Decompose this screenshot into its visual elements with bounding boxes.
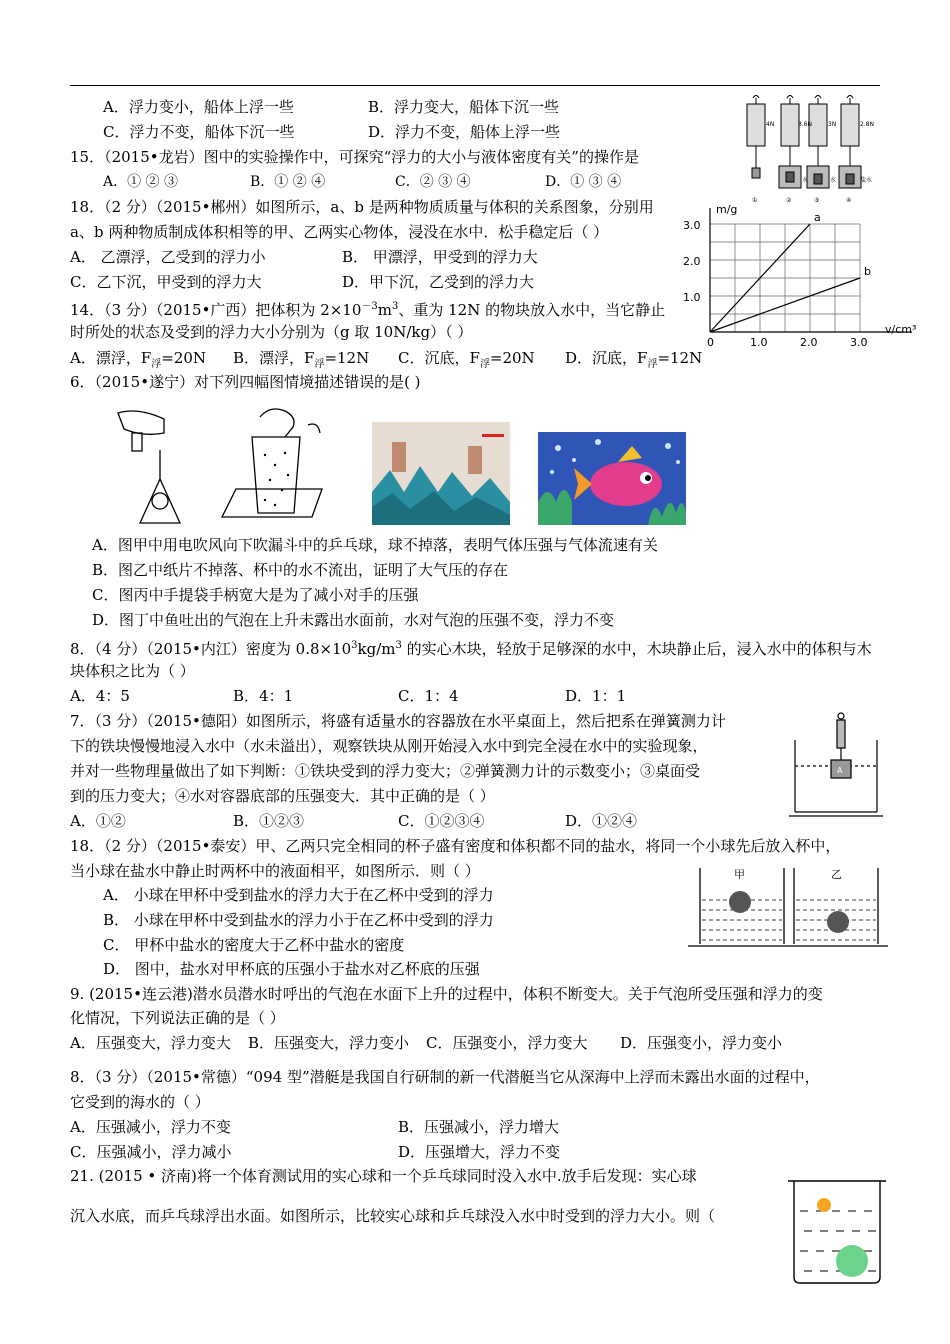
q7-stem-line1: 7．（3 分）（2015•德阳）如图所示，将盛有适量水的容器放在水平桌面上，然后把系在弹簧测力计 <box>70 712 726 730</box>
ping-pong-ball <box>817 1198 831 1212</box>
q15-option-c: C．② ③ ④ <box>395 174 471 190</box>
shopping-bag-photo <box>372 422 510 525</box>
header-rule <box>70 85 880 86</box>
q9-option-b: B．压强变大，浮力变小 <box>248 1034 410 1052</box>
water-cup-paper-figure <box>220 405 330 525</box>
q9-option-c: C．压强变小，浮力变大 <box>426 1034 588 1052</box>
fig-label-1: ① <box>752 197 758 204</box>
q7-stem-line2: 下的铁块慢慢地浸入水中（水未溢出），观察铁块从刚开始浸入水中到完全浸在水中的实验现象， <box>70 737 708 755</box>
option-c: C．浮力不变，船体下沉一些 <box>103 123 295 141</box>
q18b-option-b: B． 小球在甲杯中受到盐水的浮力小于在乙杯中受到的浮力 <box>103 911 494 929</box>
q6-option-b: B．图乙中纸片不掉落、杯中的水不流出，证明了大气压的存在 <box>92 561 509 579</box>
q8a-option-d: D．1：1 <box>565 687 627 705</box>
y-axis-label: m/g <box>716 203 738 216</box>
q8b-option-c: C．压强减小，浮力减小 <box>70 1143 232 1161</box>
beaker-balls-figure <box>786 1175 888 1285</box>
q8b-option-b: B．压强减小，浮力增大 <box>398 1118 560 1136</box>
cup1-label: 甲 <box>734 868 745 881</box>
q7-option-a: A．①② <box>70 812 126 830</box>
fig-label-4: ④ <box>846 197 852 204</box>
q8a-stem-line1: 8．（4 分）（2015•内江）密度为 $0.8\times 10^3kg/m^3$ 的实心木块，轻放于足够深的水中，木块静止后，浸入水中的体积与木 <box>70 640 872 658</box>
reading-2: 3.6N <box>798 121 813 128</box>
q15-stem: 15．（2015•龙岩）图中的实验操作中，可探究“浮力的大小与液体密度有关”的操作是 <box>70 148 639 166</box>
q9-option-d: D．压强变小，浮力变小 <box>620 1034 783 1052</box>
x-tick-2: 2.0 <box>800 336 818 349</box>
liquid-label-3: 水 <box>830 177 837 184</box>
q6-stem: 6．（2015•遂宁）对下列四幅图情境描述错误的是( ) <box>70 373 421 391</box>
reading-3: 3N <box>828 121 837 128</box>
q18a-stem-line2: a、b 两种物质制成体积相等的甲、乙两实心物体，浸没在水中．松手稳定后（ ） <box>70 223 609 241</box>
x-tick-1: 1.0 <box>750 336 768 349</box>
series-a-label: a <box>814 211 821 224</box>
q18b-option-c: C． 甲杯中盐水的密度大于乙杯中盐水的密度 <box>103 936 405 954</box>
q7-option-c: C．①②③④ <box>398 812 485 830</box>
fig-label-3: ③ <box>814 197 820 204</box>
q15-option-a: A．① ② ③ <box>103 174 179 190</box>
q8a-option-b: B．4：1 <box>233 687 294 705</box>
hair-dryer-funnel-figure <box>110 405 190 525</box>
mass-volume-chart <box>680 200 925 350</box>
q7-stem-line3: 并对一些物理量做出了如下判断：①铁块受到的浮力变大；②弹簧测力计的示数变小；③桌面受 <box>70 762 701 780</box>
q7-option-b: B．①②③ <box>233 812 305 830</box>
q9-stem-line2: 化情况，下列说法正确的是（ ） <box>70 1009 285 1027</box>
q8a-option-a: A．4：5 <box>70 687 130 705</box>
y-tick-2: 2.0 <box>683 255 701 268</box>
x-axis-label: v/cm³ <box>885 323 917 336</box>
q15-option-b: B．① ② ④ <box>250 174 326 190</box>
option-d: D．浮力不变，船体上浮一些 <box>368 123 561 141</box>
q21-stem-line1: 21. (2015 • 济南)将一个体育测试用的实心球和一个乒乓球同时没入水中.放手后发现：实心球 <box>70 1167 697 1185</box>
fig-label-2: ② <box>786 197 792 204</box>
y-tick-1: 1.0 <box>683 291 701 304</box>
q18a-option-c: C．乙下沉，甲受到的浮力大 <box>70 273 262 291</box>
q8b-option-d: D．压强增大，浮力不变 <box>398 1143 561 1161</box>
fish-bubble-picture <box>538 432 686 525</box>
option-b: B．浮力变大，船体下沉一些 <box>368 98 560 116</box>
q9-option-a: A．压强变大，浮力变大 <box>70 1034 231 1052</box>
option-a: A．浮力变小，船体上浮一些 <box>103 98 294 116</box>
q18a-option-a: A． 乙漂浮，乙受到的浮力小 <box>70 248 266 266</box>
q8a-stem-line2: 块体积之比为（ ） <box>70 662 195 680</box>
ball-suspended <box>827 911 849 933</box>
q8a-option-c: C．1：4 <box>398 687 459 705</box>
q14-stem-line2: 时所处的状态及受到的浮力大小分别为（g 取 10N/kg）（ ） <box>70 323 473 341</box>
q8b-stem-line1: 8．（3 分）（2015•常德）“094 型”潜艇是我国自行研制的新一代潜艇当它从深海中上浮而未露出水面的过程中， <box>70 1068 820 1086</box>
q18b-option-a: A． 小球在甲杯中受到盐水的浮力大于在乙杯中受到的浮力 <box>103 886 494 904</box>
y-tick-3: 3.0 <box>683 219 701 232</box>
q8b-stem-line2: 它受到的海水的（ ） <box>70 1093 210 1111</box>
q18a-option-d: D．甲下沉，乙受到的浮力大 <box>342 273 535 291</box>
q8b-option-a: A．压强减小，浮力不变 <box>70 1118 231 1136</box>
solid-ball <box>836 1245 868 1277</box>
x-tick-3: 3.0 <box>850 336 868 349</box>
spring-scale-figure <box>735 90 875 208</box>
q7-option-d: D．①②④ <box>565 812 638 830</box>
q6-option-a: A．图甲中用电吹风向下吹漏斗中的乒乓球，球不掉落，表明气体压强与气体流速有关 <box>92 536 658 554</box>
x-tick-0: 0 <box>707 336 714 349</box>
q15-option-d: D．① ③ ④ <box>545 174 622 190</box>
liquid-label-4: 盐水 <box>860 177 873 184</box>
series-b-label: b <box>864 265 871 278</box>
container-iron-block-figure <box>785 708 885 820</box>
q7-stem-line4: 到的压力变大；④水对容器底部的压强变大．其中正确的是（ ） <box>70 787 495 805</box>
q14-stem-line1: 14．（3 分）（2015•广西）把体积为 $2\times 10^{-3}m^3$、重为 12N 的物块放入水中，当它静止 <box>70 301 666 319</box>
q6-option-c: C．图丙中手提袋手柄宽大是为了减小对手的压强 <box>92 586 419 604</box>
q14-option-d: D．沉底，$F_浮=12N$ <box>565 349 703 370</box>
q18b-stem-line2: 当小球在盐水中静止时两杯中的液面相平，如图所示．则（ ） <box>70 862 480 880</box>
reading-1: 4N <box>766 121 775 128</box>
q14-option-c: C．沉底，$F_浮=20N$ <box>398 349 535 370</box>
q6-option-d: D．图丁中鱼吐出的气泡在上升未露出水面前，水对气泡的压强不变，浮力不变 <box>92 611 615 629</box>
q18a-option-b: B． 甲漂浮，甲受到的浮力大 <box>342 248 538 266</box>
iron-block-label: A <box>837 766 843 775</box>
q14-option-a: A．漂浮，$F_浮=20N$ <box>70 349 207 370</box>
reading-4: 2.8N <box>860 121 875 128</box>
q18b-stem-line1: 18．（2 分）（2015•泰安）甲、乙两只完全相同的杯子盛有密度和体积都不同的盐水，将同一个小球先后放入杯中， <box>70 837 841 855</box>
ball-floating <box>729 891 751 913</box>
q14-option-b: B．漂浮，$F_浮=12N$ <box>233 349 370 370</box>
q18a-stem-line1: 18．（2 分）（2015•郴州）如图所示，a、b 是两种物质质量与体积的关系图象，分别用 <box>70 198 654 216</box>
two-cups-figure <box>688 860 888 952</box>
cup2-label: 乙 <box>831 868 842 881</box>
q18b-option-d: D． 图中，盐水对甲杯底的压强小于盐水对乙杯底的压强 <box>103 960 480 978</box>
liquid-label-2: 水 <box>802 177 809 184</box>
q21-stem-line2: 沉入水底，而乒乓球浮出水面。如图所示，比较实心球和乒乓球没入水中时受到的浮力大小。则（ <box>70 1207 716 1225</box>
q9-stem-line1: 9. (2015•连云港)潜水员潜水时呼出的气泡在水面下上升的过程中，体积不断变大。关于气泡所受压强和浮力的变 <box>70 985 823 1003</box>
